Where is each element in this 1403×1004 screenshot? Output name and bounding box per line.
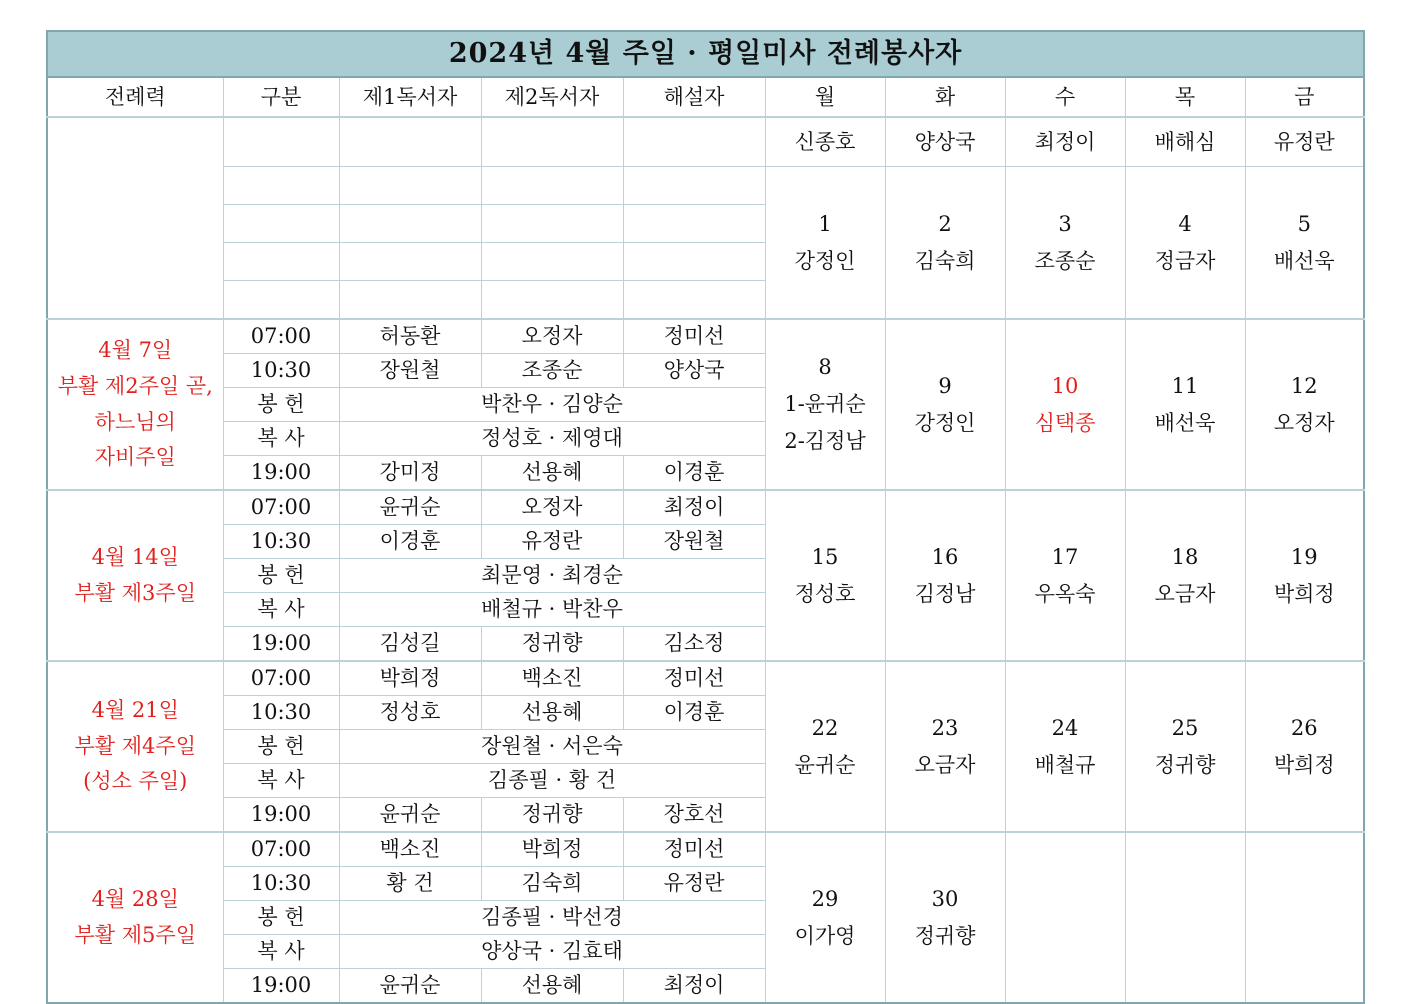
header-commentator: 해설자 — [623, 77, 765, 117]
commentator-name: 정미선 — [623, 832, 765, 867]
header-reader2: 제2독서자 — [481, 77, 623, 117]
commentator-name: 이경훈 — [623, 696, 765, 730]
day-number: 22 — [811, 715, 839, 740]
day-cell — [765, 661, 885, 832]
day-cell — [1005, 167, 1125, 320]
day-cell — [885, 167, 1005, 320]
day-cell — [1125, 167, 1245, 320]
empty-cell — [481, 117, 623, 167]
service-label: 복 사 — [223, 422, 339, 456]
mass-time: 07:00 — [223, 319, 339, 354]
mass-time: 07:00 — [223, 661, 339, 696]
offering-names: 김종필 · 박선경 — [339, 901, 765, 935]
reader1-name: 장원철 — [339, 354, 481, 388]
header-monday: 월 — [765, 77, 885, 117]
liturgy-line: 4월 14일 — [91, 544, 179, 569]
offering-label: 봉 헌 — [223, 559, 339, 593]
day-server: 윤귀순 — [794, 752, 856, 777]
header-reader1: 제1독서자 — [339, 77, 481, 117]
mass-time: 19:00 — [223, 627, 339, 662]
day-cell — [1245, 832, 1364, 1003]
day-number: 29 — [811, 886, 839, 911]
empty-cell — [623, 281, 765, 320]
mass-time: 19:00 — [223, 456, 339, 491]
reader1-name: 정성호 — [339, 696, 481, 730]
empty-cell — [223, 243, 339, 281]
empty-cell — [623, 117, 765, 167]
mass-time: 19:00 — [223, 969, 339, 1004]
weekday-regular-thursday: 배해심 — [1125, 117, 1245, 167]
day-cell — [765, 490, 885, 661]
service-label: 복 사 — [223, 935, 339, 969]
offering-names: 박찬우 · 김양순 — [339, 388, 765, 422]
day-number: 3 — [1058, 211, 1072, 236]
day-number: 30 — [931, 886, 959, 911]
weekday-regular-friday: 유정란 — [1245, 117, 1364, 167]
day-number: 26 — [1290, 715, 1318, 740]
empty-cell — [481, 167, 623, 205]
day-cell — [885, 661, 1005, 832]
day-server: 강정인 — [914, 410, 976, 435]
day-server: 오금자 — [1154, 581, 1216, 606]
day-cell — [1125, 832, 1245, 1003]
empty-cell — [339, 281, 481, 320]
liturgy-cell — [47, 832, 223, 1003]
day-number: 24 — [1051, 715, 1079, 740]
day-cell — [1005, 490, 1125, 661]
day-cell — [1005, 319, 1125, 490]
day-number: 10 — [1051, 373, 1079, 398]
service-label: 복 사 — [223, 593, 339, 627]
day-server: 배선욱 — [1154, 410, 1216, 435]
empty-cell — [481, 205, 623, 243]
day-cell — [1245, 490, 1364, 661]
day-cell — [1245, 319, 1364, 490]
reader2-name: 김숙희 — [481, 867, 623, 901]
reader1-name: 강미정 — [339, 456, 481, 491]
liturgy-line: 부활 제5주일 — [74, 922, 196, 947]
day-cell — [1125, 319, 1245, 490]
schedule-row — [47, 661, 1364, 696]
schedule-row — [47, 490, 1364, 525]
day-server: 배선욱 — [1273, 248, 1335, 273]
liturgy-line: 하느님의 — [94, 409, 176, 434]
reader1-name: 허동환 — [339, 319, 481, 354]
day-server: 강정인 — [794, 248, 856, 273]
day-number: 9 — [938, 373, 952, 398]
commentator-name: 최정이 — [623, 490, 765, 525]
empty-cell — [223, 281, 339, 320]
header-thursday: 목 — [1125, 77, 1245, 117]
service-names: 정성호 · 제영대 — [339, 422, 765, 456]
reader2-name: 박희정 — [481, 832, 623, 867]
day-server: 배철규 — [1034, 752, 1096, 777]
header-tuesday: 화 — [885, 77, 1005, 117]
reader1-name: 윤귀순 — [339, 490, 481, 525]
empty-cell — [339, 167, 481, 205]
liturgy-cell — [47, 319, 223, 490]
reader1-name: 윤귀순 — [339, 969, 481, 1004]
liturgy-cell — [47, 490, 223, 661]
reader1-name: 윤귀순 — [339, 798, 481, 833]
day-server: 정귀향 — [914, 923, 976, 948]
reader1-name: 박희정 — [339, 661, 481, 696]
day-server: 2-김정남 — [784, 428, 866, 453]
empty-cell — [623, 205, 765, 243]
commentator-name: 장호선 — [623, 798, 765, 833]
day-cell — [1245, 167, 1364, 320]
service-names: 양상국 · 김효태 — [339, 935, 765, 969]
reader2-name: 선용혜 — [481, 969, 623, 1004]
day-number: 11 — [1171, 373, 1199, 398]
day-number: 17 — [1051, 544, 1079, 569]
offering-label: 봉 헌 — [223, 901, 339, 935]
reader2-name: 백소진 — [481, 661, 623, 696]
day-cell — [1005, 661, 1125, 832]
day-number: 2 — [938, 211, 952, 236]
day-server: 박희정 — [1273, 581, 1335, 606]
day-number: 25 — [1171, 715, 1199, 740]
empty-cell — [481, 281, 623, 320]
day-server: 오정자 — [1273, 410, 1335, 435]
day-server: 정성호 — [794, 581, 856, 606]
schedule-row — [47, 832, 1364, 867]
liturgy-cell — [47, 661, 223, 832]
empty-cell — [223, 205, 339, 243]
reader1-name: 이경훈 — [339, 525, 481, 559]
liturgy-line: 4월 28일 — [91, 886, 179, 911]
empty-cell — [339, 205, 481, 243]
reader1-name: 황 건 — [339, 867, 481, 901]
day-cell — [1005, 832, 1125, 1003]
page-title: 2024년 4월 주일 · 평일미사 전례봉사자 — [47, 31, 1364, 77]
weekday-regular-tuesday: 양상국 — [885, 117, 1005, 167]
empty-cell — [223, 117, 339, 167]
schedule-row — [47, 319, 1364, 354]
reader2-name: 선용혜 — [481, 696, 623, 730]
day-number: 4 — [1178, 211, 1192, 236]
liturgy-line: 4월 21일 — [91, 697, 179, 722]
commentator-name: 양상국 — [623, 354, 765, 388]
offering-names: 최문영 · 최경순 — [339, 559, 765, 593]
liturgy-line: 부활 제2주일 곧, — [57, 373, 213, 398]
day-server: 정금자 — [1154, 248, 1216, 273]
offering-label: 봉 헌 — [223, 388, 339, 422]
weekday-regular-monday: 신종호 — [765, 117, 885, 167]
liturgy-line: (성소 주일) — [83, 769, 188, 794]
day-cell — [1125, 490, 1245, 661]
header-wednesday: 수 — [1005, 77, 1125, 117]
day-number: 23 — [931, 715, 959, 740]
day-cell — [1125, 661, 1245, 832]
empty-cell — [623, 243, 765, 281]
empty-cell — [623, 167, 765, 205]
commentator-name: 정미선 — [623, 319, 765, 354]
liturgy-line: 4월 7일 — [98, 338, 173, 363]
reader1-name: 백소진 — [339, 832, 481, 867]
commentator-name: 김소정 — [623, 627, 765, 662]
day-number: 18 — [1171, 544, 1199, 569]
offering-names: 장원철 · 서은숙 — [339, 730, 765, 764]
mass-time: 07:00 — [223, 490, 339, 525]
liturgy-cell-empty — [47, 117, 223, 319]
offering-label: 봉 헌 — [223, 730, 339, 764]
reader2-name: 선용혜 — [481, 456, 623, 491]
empty-cell — [223, 167, 339, 205]
day-number: 16 — [931, 544, 959, 569]
service-label: 복 사 — [223, 764, 339, 798]
reader1-name: 김성길 — [339, 627, 481, 662]
day-cell — [765, 167, 885, 320]
schedule-table — [46, 30, 1365, 1004]
empty-cell — [339, 117, 481, 167]
day-number: 8 — [818, 355, 832, 380]
day-cell — [885, 319, 1005, 490]
day-server: 심택종 — [1034, 410, 1096, 435]
day-cell — [1245, 661, 1364, 832]
day-cell — [765, 832, 885, 1003]
header-type: 구분 — [223, 77, 339, 117]
day-server: 조종순 — [1034, 248, 1096, 273]
commentator-name: 최정이 — [623, 969, 765, 1004]
day-number: 15 — [811, 544, 839, 569]
day-number: 1 — [818, 211, 832, 236]
header-friday: 금 — [1245, 77, 1364, 117]
day-cell — [885, 832, 1005, 1003]
mass-time: 10:30 — [223, 354, 339, 388]
day-server: 이가영 — [794, 923, 856, 948]
day-number: 5 — [1297, 211, 1311, 236]
day-server: 정귀향 — [1154, 752, 1216, 777]
reader2-name: 오정자 — [481, 319, 623, 354]
header-liturgy: 전례력 — [47, 77, 223, 117]
day-server: 1-윤귀순 — [784, 392, 866, 417]
day-server: 김정남 — [914, 581, 976, 606]
day-server: 박희정 — [1273, 752, 1335, 777]
commentator-name: 이경훈 — [623, 456, 765, 491]
reader2-name: 정귀향 — [481, 627, 623, 662]
empty-cell — [481, 243, 623, 281]
reader2-name: 조종순 — [481, 354, 623, 388]
day-cell — [765, 319, 885, 490]
service-names: 김종필 · 황 건 — [339, 764, 765, 798]
commentator-name: 유정란 — [623, 867, 765, 901]
mass-time: 10:30 — [223, 696, 339, 730]
liturgy-line: 부활 제4주일 — [74, 733, 196, 758]
mass-time: 07:00 — [223, 832, 339, 867]
day-server: 오금자 — [914, 752, 976, 777]
mass-time: 10:30 — [223, 867, 339, 901]
service-names: 배철규 · 박찬우 — [339, 593, 765, 627]
day-number: 12 — [1290, 373, 1318, 398]
commentator-name: 정미선 — [623, 661, 765, 696]
weekday-regular-wednesday: 최정이 — [1005, 117, 1125, 167]
mass-time: 10:30 — [223, 525, 339, 559]
day-cell — [885, 490, 1005, 661]
empty-cell — [339, 243, 481, 281]
day-server: 우옥숙 — [1034, 581, 1096, 606]
day-number: 19 — [1290, 544, 1318, 569]
liturgy-line: 부활 제3주일 — [74, 580, 196, 605]
reader2-name: 유정란 — [481, 525, 623, 559]
day-server: 김숙희 — [914, 248, 976, 273]
reader2-name: 오정자 — [481, 490, 623, 525]
commentator-name: 장원철 — [623, 525, 765, 559]
reader2-name: 정귀향 — [481, 798, 623, 833]
liturgy-line: 자비주일 — [94, 445, 176, 470]
mass-time: 19:00 — [223, 798, 339, 833]
